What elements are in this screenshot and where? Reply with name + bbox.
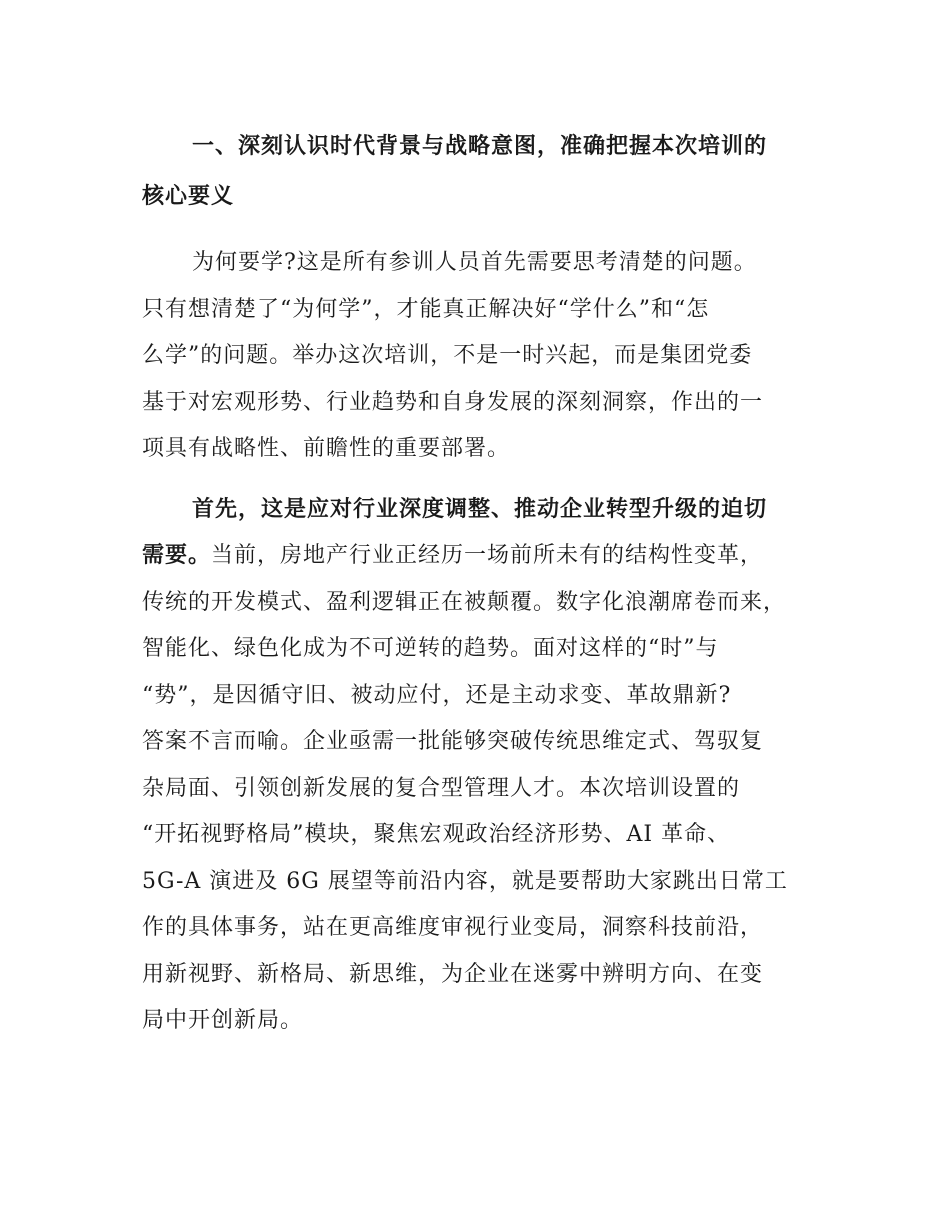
section-heading-line-2: 核心要义 bbox=[142, 184, 235, 209]
section-heading-line-1: 一、深刻认识时代背景与战略意图，准确把握本次培训的 bbox=[192, 134, 768, 159]
paragraph-line: 只有想清楚了“为何学”，才能真正解决好“学什么”和“怎 bbox=[142, 296, 710, 322]
paragraph-line: 作的具体事务，站在更高维度审视行业变局，洞察科技前沿， bbox=[142, 915, 764, 940]
paragraph-line: “势”，是因循守旧、被动应付，还是主动求变、革故鼎新? bbox=[142, 682, 732, 708]
paragraph-lead-sentence: 首先，这是应对行业深度调整、推动企业转型升级的迫切 bbox=[192, 496, 768, 522]
paragraph-line: 智能化、绿色化成为不可逆转的趋势。面对这样的“时”与 bbox=[142, 636, 719, 661]
paragraph-line: 么学”的问题。举办这次培训，不是一时兴起，而是集团党委 bbox=[142, 343, 753, 368]
document-body bbox=[142, 122, 828, 1045]
paragraph-line: 项具有战略性、前瞻性的重要部署。 bbox=[142, 436, 511, 461]
paragraph-line: “开拓视野格局”模块，聚焦宏观政治经济形势、AI 革命、 bbox=[142, 822, 731, 847]
paragraph-line: 用新视野、新格局、新思维，为企业在迷雾中辨明方向、在变 bbox=[142, 961, 764, 987]
paragraph-line bbox=[142, 533, 828, 580]
paragraph-why-learn bbox=[142, 240, 828, 473]
paragraph-industry-transformation bbox=[142, 487, 828, 1045]
paragraph-line: 杂局面、引领创新发展的复合型管理人才。本次培训设置的 bbox=[142, 775, 741, 801]
paragraph-line: 答案不言而喻。企业亟需一批能够突破传统思维定式、驾驭复 bbox=[142, 729, 764, 754]
paragraph-line-rest: 当前，房地产行业正经历一场前所未有的结构性变革， bbox=[211, 543, 764, 568]
paragraph-line: 5G-A 演进及 6G 展望等前沿内容，就是要帮助大家跳出日常工 bbox=[142, 868, 788, 894]
paragraph-lead-sentence-end: 需要。 bbox=[142, 543, 212, 568]
paragraph-line: 为何要学?这是所有参训人员首先需要思考清楚的问题。 bbox=[192, 250, 757, 275]
paragraph-line: 基于对宏观形势、行业趋势和自身发展的深刻洞察，作出的一 bbox=[142, 389, 764, 415]
paragraph-line: 传统的开发模式、盈利逻辑正在被颠覆。数字化浪潮席卷而来， bbox=[142, 589, 787, 615]
section-heading bbox=[142, 122, 828, 222]
paragraph-line: 局中开创新局。 bbox=[142, 1008, 304, 1033]
